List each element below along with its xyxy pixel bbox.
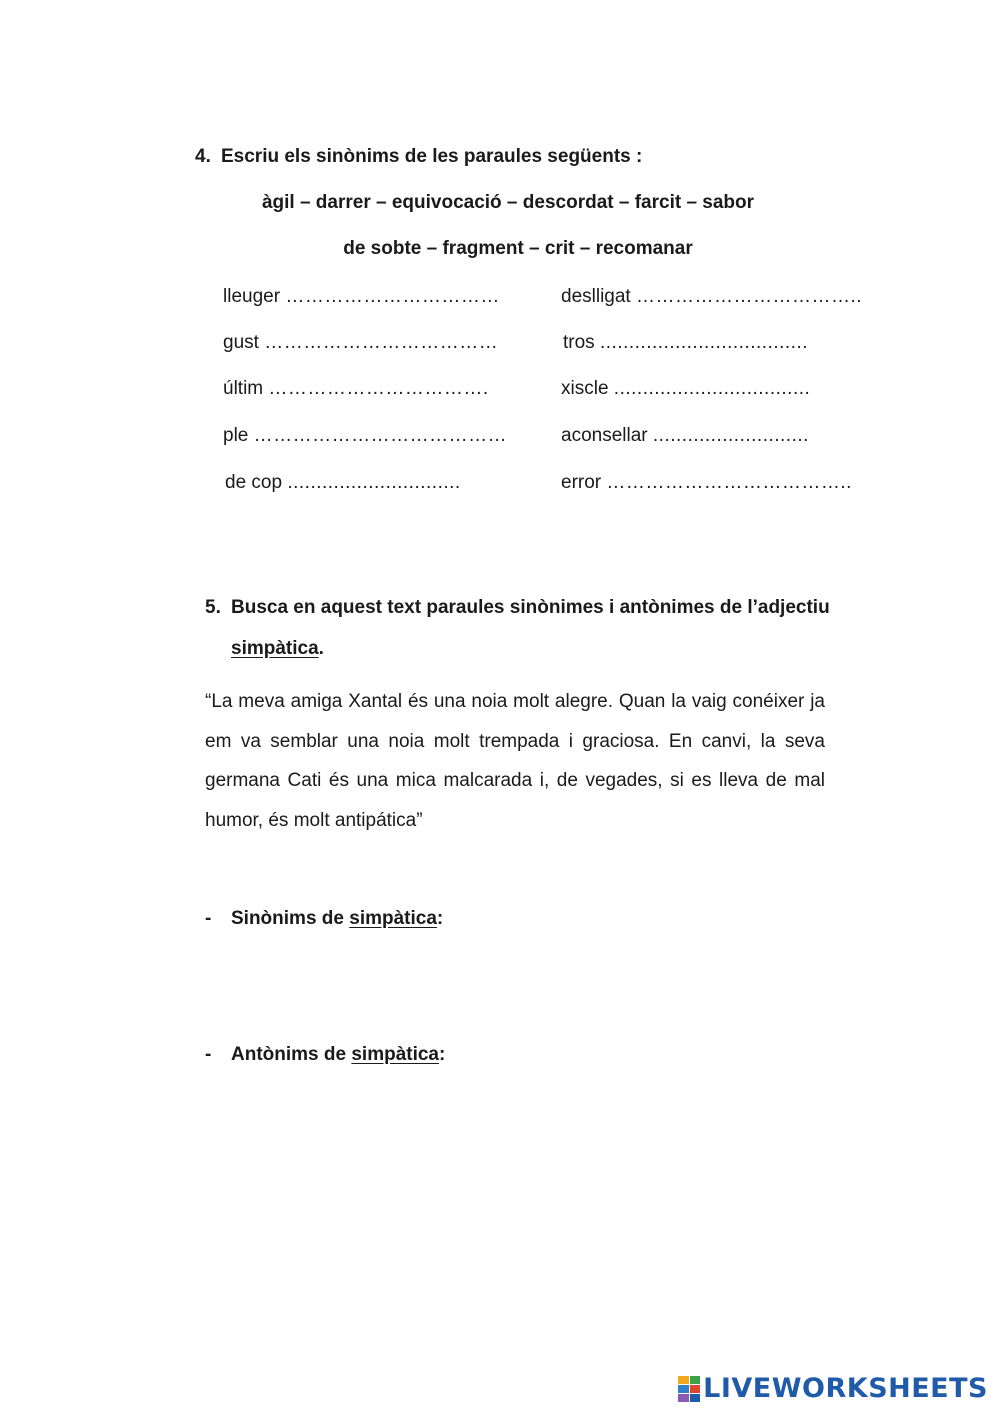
entry-word: gust — [223, 332, 259, 353]
liveworksheets-logo — [678, 1373, 988, 1404]
item-label: Antònims de — [231, 1044, 352, 1065]
title-period: . — [318, 638, 324, 659]
synonym-entry[interactable] — [561, 286, 862, 308]
question-4-title — [195, 146, 642, 168]
reading-passage: “La meva amiga Xantal és una noia molt alegre. Quan la vaig conéixer ja em va semblar una noia molt trempada i graciosa. En canvi, la seva germana Cati és una mica malcarada i, de vegades, si es lleva de mal humor, és molt antipática” — [205, 691, 825, 831]
answer-blank[interactable]: .................................... — [599, 332, 809, 353]
answer-blank[interactable]: ……………………………… — [264, 332, 499, 353]
synonym-entry[interactable] — [223, 286, 500, 308]
logo-text: LIVEWORKSHEETS — [703, 1373, 988, 1404]
item-colon: : — [439, 1044, 446, 1065]
entry-word: xiscle — [561, 378, 609, 399]
question-5-number: 5. — [205, 597, 221, 618]
question-5-title — [205, 597, 830, 619]
entry-word: ple — [223, 425, 249, 446]
underlined-keyword: simpàtica — [231, 638, 319, 659]
synonym-entry[interactable] — [561, 425, 809, 447]
word-bank-line-1: àgil – darrer – equivocació – descordat – farcit – sabor — [261, 192, 755, 213]
list-dash: - — [205, 1044, 212, 1065]
answer-blank[interactable]: …………………………… — [285, 286, 500, 307]
question-4-text: Escriu els sinònims de les paraules següents : — [221, 146, 643, 167]
answer-blank[interactable]: ........................... — [652, 425, 809, 446]
synonym-entry[interactable] — [563, 332, 808, 354]
question-4-number: 4. — [195, 146, 211, 167]
answer-blank[interactable]: .............................. — [287, 472, 461, 493]
item-colon: : — [436, 908, 444, 929]
item-label: Sinònims de — [231, 908, 350, 929]
synonym-entry[interactable] — [225, 472, 461, 494]
entry-word: tros — [563, 332, 595, 353]
synonyms-answer-item[interactable] — [205, 908, 443, 930]
question-5-text: Busca en aquest text paraules sinònimes i antònimes de l’adjectiu — [231, 597, 830, 618]
entry-word: error — [561, 472, 602, 493]
synonym-entry[interactable] — [561, 472, 852, 494]
synonym-entry[interactable] — [223, 378, 489, 400]
entry-word: de cop — [225, 472, 283, 493]
synonym-entry[interactable] — [223, 425, 507, 447]
logo-square — [690, 1385, 701, 1393]
answer-blank[interactable]: ………………………………… — [253, 425, 508, 446]
logo-square — [690, 1394, 701, 1402]
entry-word: últim — [223, 378, 264, 399]
logo-square — [678, 1385, 689, 1393]
synonym-entry[interactable] — [561, 378, 810, 400]
answer-blank[interactable]: .................................. — [613, 378, 811, 399]
logo-square — [678, 1394, 689, 1402]
word-bank-line-2: de sobte – fragment – crit – recomanar — [343, 238, 693, 259]
logo-square — [678, 1376, 689, 1384]
synonym-entry[interactable] — [223, 332, 498, 354]
underlined-keyword: simpàtica — [351, 1044, 439, 1065]
logo-mark-icon — [678, 1376, 700, 1402]
logo-square — [690, 1376, 701, 1384]
answer-blank[interactable]: ……………………………. — [268, 378, 489, 399]
answer-blank[interactable]: ……………………………….. — [606, 472, 852, 493]
question-5-title-continued — [231, 638, 324, 660]
entry-word: aconsellar — [561, 425, 648, 446]
antonyms-answer-item[interactable] — [205, 1044, 445, 1066]
answer-blank[interactable]: …………………………….. — [636, 286, 863, 307]
list-dash: - — [205, 908, 212, 929]
entry-word: deslligat — [561, 286, 631, 307]
entry-word: lleuger — [223, 286, 281, 307]
underlined-keyword: simpàtica — [349, 908, 437, 929]
